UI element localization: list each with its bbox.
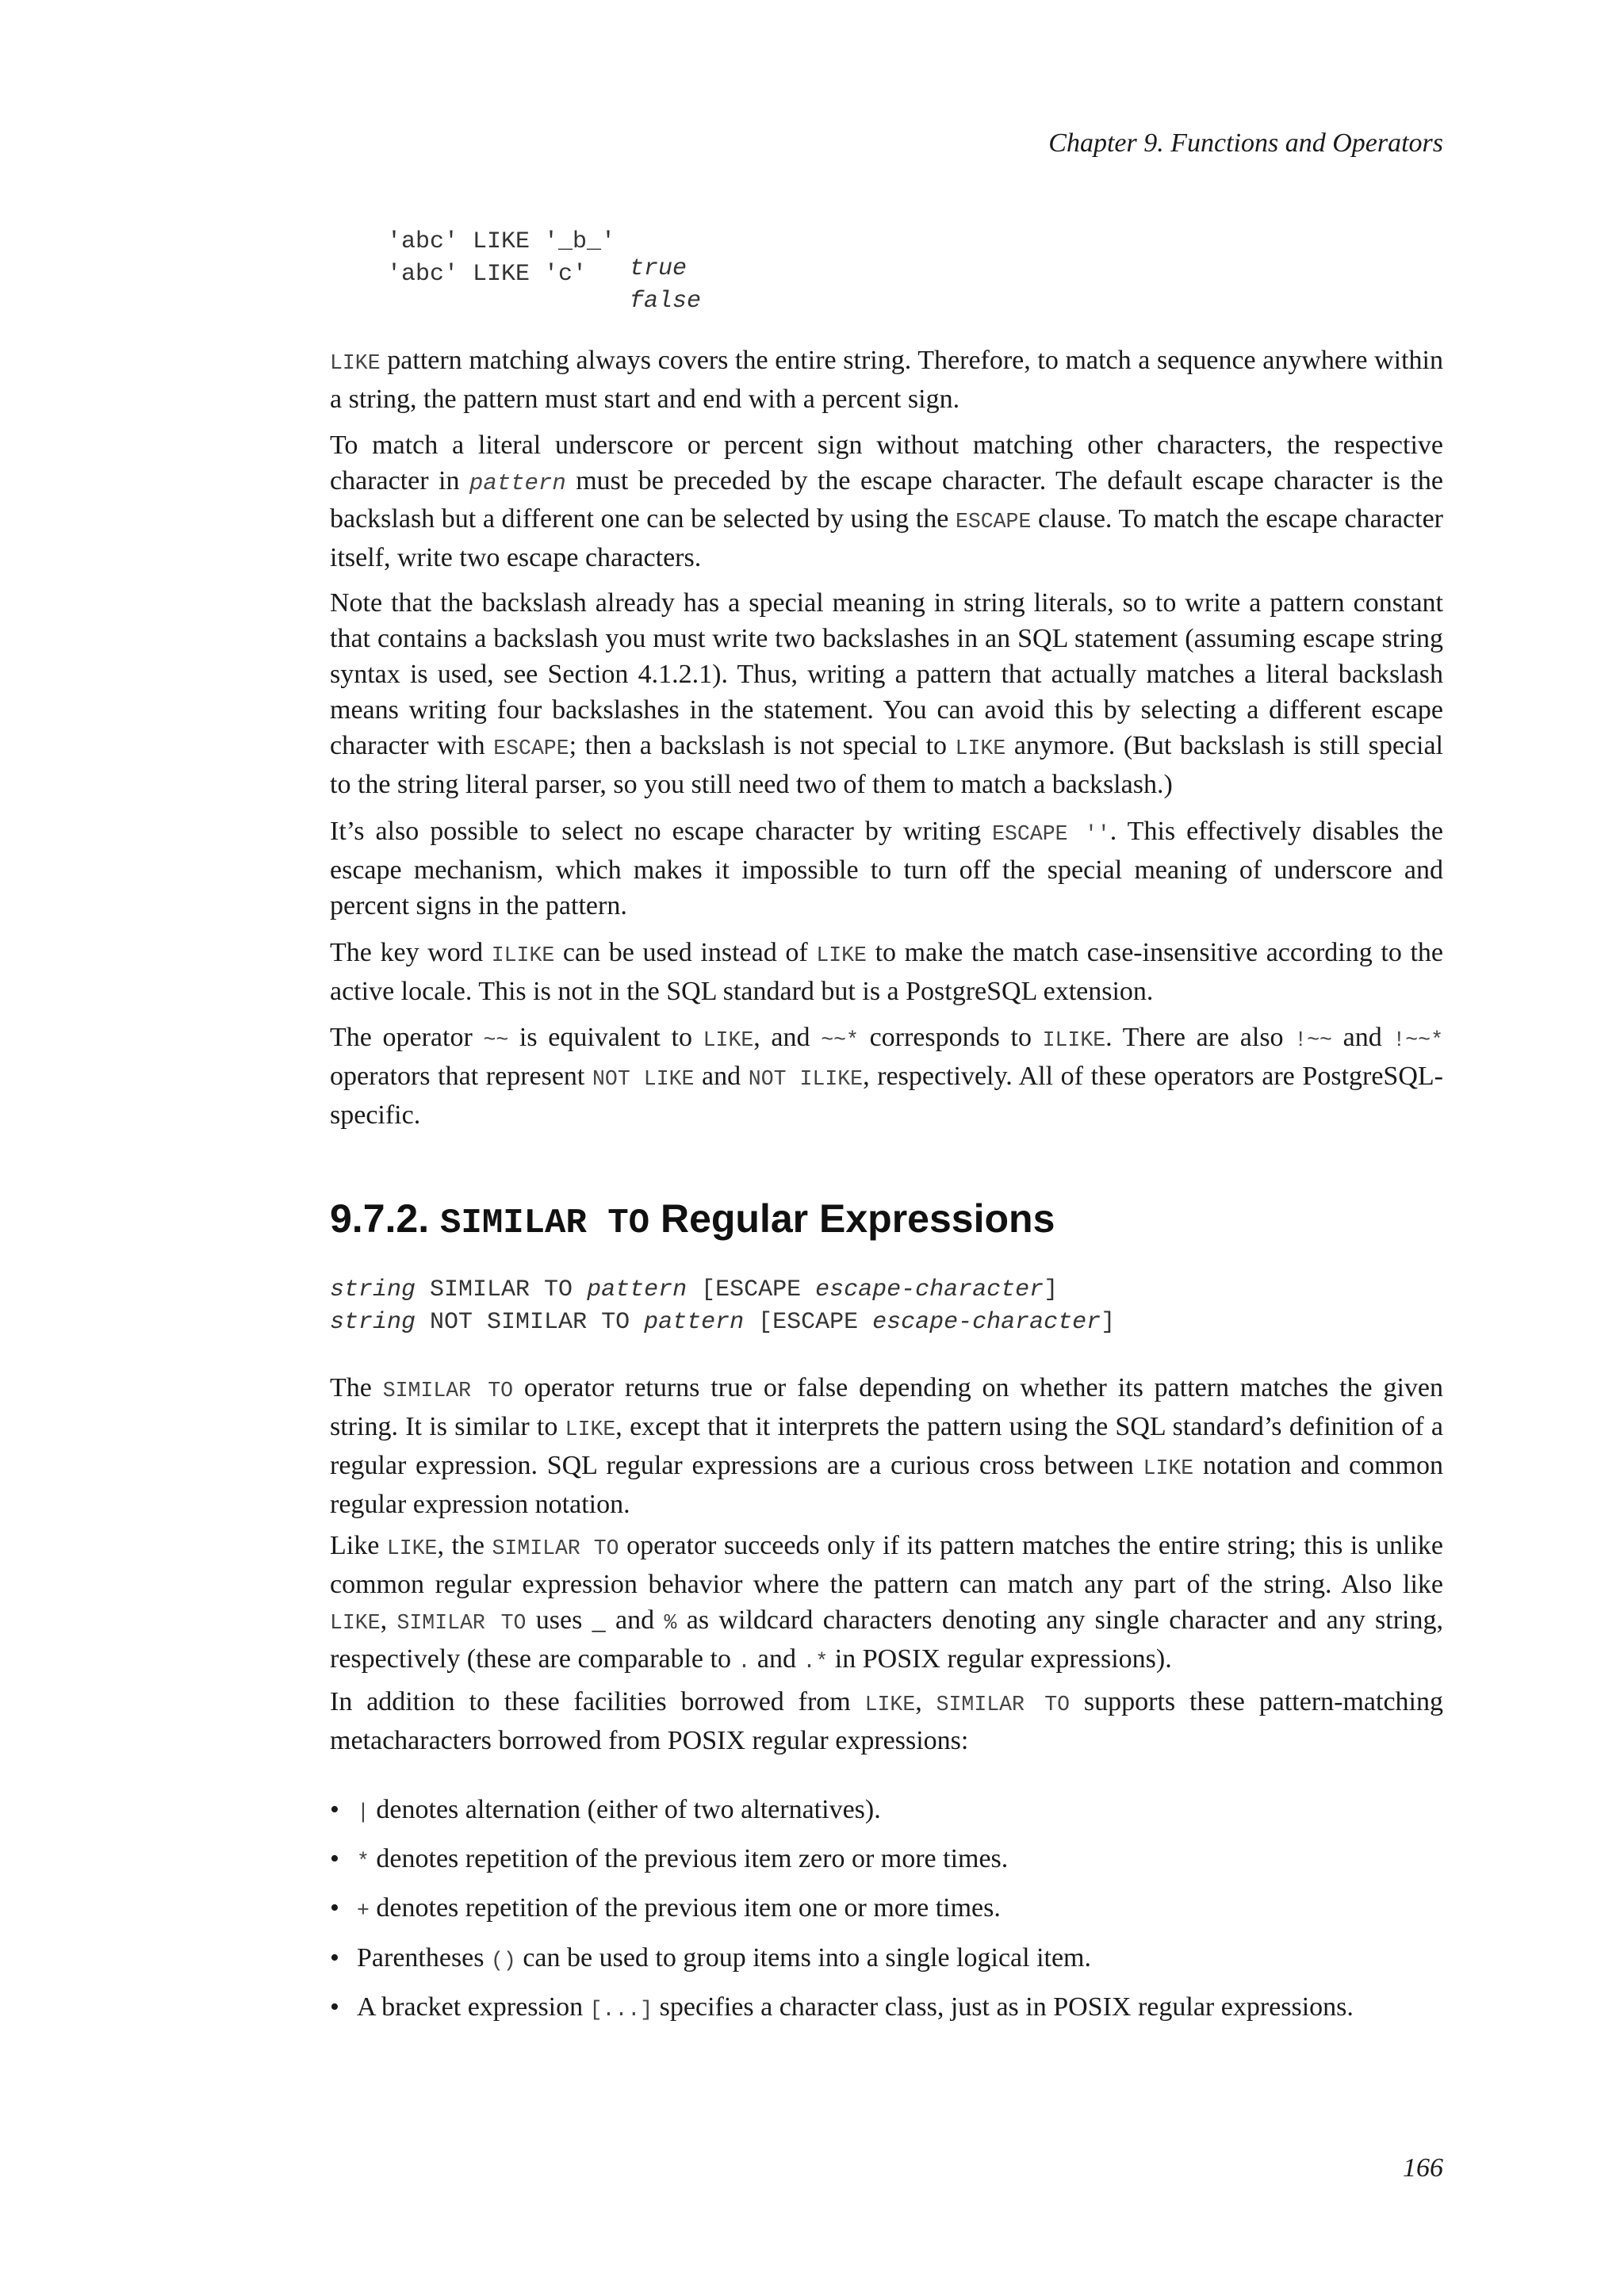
bullet-icon: • — [330, 1844, 339, 1873]
example-result: false — [630, 288, 702, 315]
inline-code: LIKE — [955, 737, 1006, 760]
list-item: • * denotes repetition of the previous item zero or more times. — [330, 1844, 1009, 1873]
list-item: • + denotes repetition of the previous item one or more times. — [330, 1893, 1001, 1923]
inline-code: ESCAPE '' — [992, 822, 1110, 846]
example-result: true — [630, 255, 688, 282]
page-number: 166 — [1403, 2153, 1443, 2183]
paragraph-similar-to-intro: The SIMILAR TO operator returns true or false depending on whether its pattern matches the given string. It is similar to LIKE, except that it interprets the pattern using the SQL standard’s definition of a regular expression. SQL regular expressions are a curious cross between LIKE notation and common regular expression notation. — [330, 1373, 1444, 1519]
list-item: • | denotes alternation (either of two alternatives). — [330, 1795, 881, 1824]
inline-code: LIKE — [330, 351, 381, 375]
bullet-icon: • — [330, 1943, 339, 1973]
section-heading: 9.7.2. SIMILAR TO Regular Expressions — [330, 1196, 1055, 1243]
paragraph-escape-character: To match a literal underscore or percent sign without matching other characters, the respective character in pattern must be preceded by the escape character. The default escape character is the backslash but a different one can be selected by using the ESCAPE clause. To match the escape character itself, write two escape characters. — [330, 430, 1444, 572]
running-header: Chapter 9. Functions and Operators — [1048, 128, 1443, 158]
paragraph-ilike: The key word ILIKE can be used instead of LIKE to make the match case-insensitive according to the active locale. This is not in the SQL standard but is a PostgreSQL extension. — [330, 938, 1443, 1006]
example-expression: 'abc' LIKE '_b_' — [387, 228, 616, 255]
inline-code: ILIKE — [491, 943, 555, 967]
paragraph-operators: The operator ~~ is equivalent to LIKE, and ~~* corresponds to ILIKE. There are also !~~ and !~~* operators that represent NOT LIKE and NOT ILIKE, respectively. All of these operators are PostgreSQL-specific. — [330, 1023, 1443, 1130]
paragraph-similar-to-match: Like LIKE, the SIMILAR TO operator succeeds only if its pattern matches the entire string; this is unlike common regular expression behavior where the pattern can match any part of the string. Also like LIKE, SIMILAR TO uses _ and % as wildcard characters denoting any single character and any string, respectively (these are comparable to . and .* in POSIX regular expressions). — [330, 1531, 1444, 1674]
list-item: • A bracket expression [...] specifies a character class, just as in POSIX regular expressions. — [330, 1992, 1354, 2022]
bullet-icon: • — [330, 1893, 339, 1923]
inline-code: LIKE — [816, 943, 867, 967]
example-expression: 'abc' LIKE 'c' — [387, 261, 588, 288]
synopsis-line: string NOT SIMILAR TO pattern [ESCAPE escape-character] — [330, 1309, 1116, 1336]
paragraph-no-escape: It’s also possible to select no escape character by writing ESCAPE ''. This effectively disables the escape mechanism, which makes it impossible to turn off the special meaning of underscore and percent signs in the pattern. — [330, 817, 1444, 920]
paragraph-like-full-match: LIKE pattern matching always covers the entire string. Therefore, to match a sequence anywhere within a string, the pattern must start and end with a percent sign. — [330, 346, 1443, 414]
paragraph-backslash: Note that the backslash already has a special meaning in string literals, so to write a pattern constant that contains a backslash you must write two backslashes in an SQL statement (assuming escape string syntax is used, see Section 4.1.2.1). Thus, writing a pattern that actually matches a literal backslash means writing four backslashes in the statement. You can avoid this by selecting a different escape character with ESCAPE; then a backslash is not special to LIKE anymore. (But backslash is still special to the string literal parser, so you still need two of them to match a backslash.) — [330, 588, 1443, 799]
bullet-icon: • — [330, 1795, 339, 1824]
synopsis-line: string SIMILAR TO pattern [ESCAPE escape-character] — [330, 1276, 1059, 1303]
inline-code: ESCAPE — [493, 737, 569, 760]
list-item: • Parentheses () can be used to group items into a single logical item. — [330, 1943, 1092, 1973]
paragraph-metacharacters: In addition to these facilities borrowed from LIKE, SIMILAR TO supports these pattern-matching metacharacters borrowed from POSIX regular expressions: — [330, 1687, 1443, 1755]
bullet-icon: • — [330, 1992, 339, 2022]
inline-code: ESCAPE — [955, 510, 1032, 534]
inline-code-italic: pattern — [469, 470, 566, 496]
